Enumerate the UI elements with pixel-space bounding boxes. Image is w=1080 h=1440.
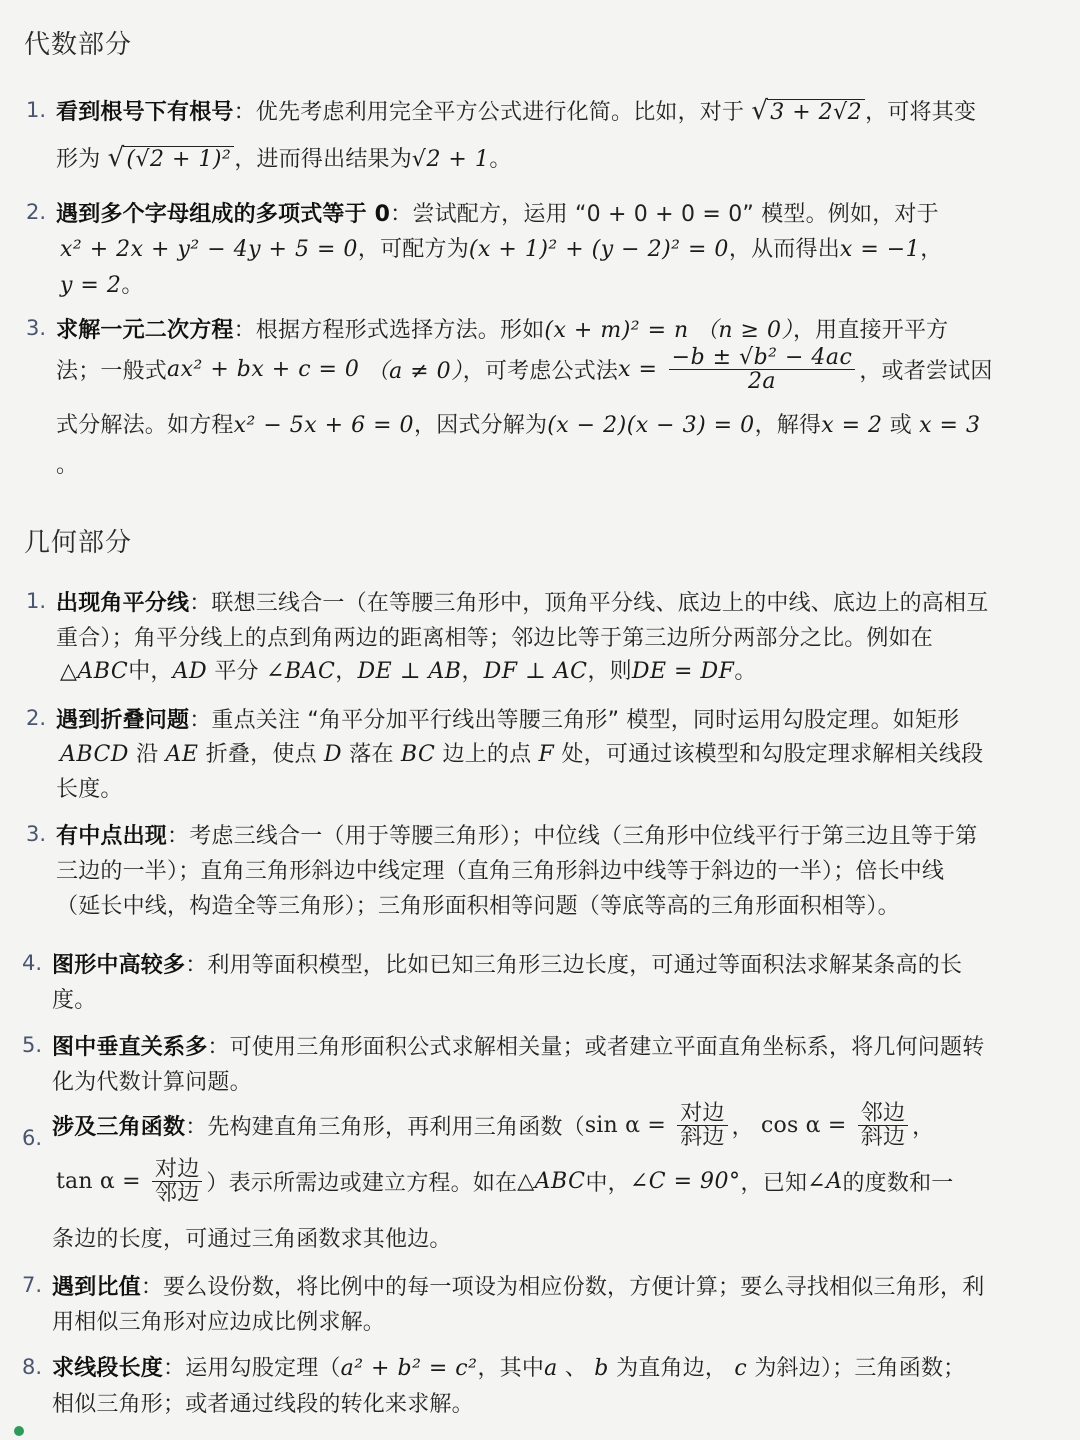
item-text: 沿 [136,742,159,767]
fraction-numerator: −b ± √b² − 4ac [669,346,856,370]
cos-fraction [858,1102,908,1149]
math-expression: x = −1 [839,237,921,262]
list-number: 1. [26,98,47,122]
math-expression: x = 3 [919,413,981,438]
item-text: 或 [889,413,912,438]
item-text: 。 [121,273,144,298]
item-text: ：利用等面积模型，比如已知三角形三边长度，可通过等面积法求解某条高的长 [185,953,963,978]
item-line [52,1270,984,1301]
math-expression: DF ⊥ AC [483,659,588,684]
item-text: 长度。 [56,777,123,802]
item-heading: 有中点出现 [56,824,168,849]
fraction-denominator: 邻边 [155,1181,200,1207]
item-line: 形为 √(√2 + 1)² ，进而得出结果为√2 + 1。 [56,143,512,173]
item-text: 化为代数计算问题。 [52,1070,252,1095]
item-heading: 遇到折叠问题 [56,708,190,733]
fraction-numerator: 对边 [152,1158,202,1182]
math-expression: a [544,1356,558,1381]
math-expression: ∠C = 90° [629,1169,741,1195]
math-expression: x = [618,357,658,383]
math-expression: ax² + bx + c = 0 [167,357,360,383]
algebra-section-title: 代数部分 [24,30,133,60]
item-text: ，可将其变 [865,100,977,125]
item-text: ， [335,659,358,684]
item-text: 。 [489,147,512,172]
item-line [60,268,144,299]
math-expression: y = 2 [60,273,122,298]
item-line [56,408,980,439]
math-expression: △ABC [60,659,129,684]
math-expression: cos α = [761,1113,847,1139]
item-line [60,737,983,768]
math-expression: F [538,742,555,767]
item-text: 。 [56,453,79,478]
item-text: ，解得 [754,413,822,438]
item-line [52,1351,965,1382]
item-text: ， [912,1115,935,1141]
bottom-edge-mark [14,1426,24,1436]
list-number: 3. [26,822,47,846]
math-expression: ABCD [60,742,129,767]
math-expression: (x + 1)² + (y − 2)² = 0 [468,237,729,262]
tan-fraction [152,1158,202,1205]
fraction-numerator: 邻边 [858,1102,908,1126]
item-text: ，进而得出结果为 [234,147,412,172]
item-text: ）表示所需边或建立方程。如在 [206,1171,518,1197]
item-text: ：可使用三角形面积公式求解相关量；或者建立平面直角坐标系，将几何问题转 [207,1035,985,1060]
math-expression: x² + 2x + y² − 4y + 5 = 0 [60,237,358,262]
math-expression: x = 2 [821,413,883,438]
math-expression: AD [172,659,208,684]
math-expression: AE [165,742,199,767]
item-text: ：重点关注 “角平分加平行线出等腰三角形” 模型，同时运用勾股定理。如矩形 [189,708,960,733]
math-expression: （n ≥ 0） [695,318,793,343]
math-expression: a² + b² = c² [340,1356,478,1381]
list-number: 6. [22,1126,43,1150]
math-expression: ∠BAC [265,659,336,684]
item-line [56,346,993,412]
item-text: 法；一般式 [56,359,168,385]
item-text: 。 [734,659,757,684]
item-text: ：运用勾股定理（ [163,1356,341,1381]
item-line [60,232,942,263]
item-text: ，其中 [477,1356,545,1381]
item-line [56,854,944,885]
fraction-denominator: 2a [747,369,777,395]
item-line [56,819,977,850]
item-text: 中， [128,659,173,684]
math-expression: △ABC [517,1169,586,1195]
item-line [52,1065,252,1096]
item-text: 边上的点 [442,742,532,767]
item-text: ：要么设份数，将比例中的每一项设为相应份数，方便计算；要么寻找相似三角形，利 [140,1275,985,1300]
item-heading: 求线段长度 [52,1356,164,1381]
item-line [60,654,757,685]
item-text: （延长中线，构造全等三角形）；三角形面积相等问题（等底等高的三角形面积相等）。 [56,894,900,919]
fraction-numerator: 对边 [677,1102,727,1126]
list-number: 7. [22,1273,43,1297]
geometry-section-title: 几何部分 [24,528,133,558]
item-text: 用相似三角形对应边成比例求解。 [52,1310,386,1335]
item-line [56,197,939,228]
math-expression: (√2 + 1)² [123,146,234,172]
math-expression: (x + m)² = n [544,318,689,343]
math-expression: tan α = [56,1169,141,1195]
item-text: 式分解法。如方程 [56,413,234,438]
item-heading: 涉及三角函数 [52,1115,186,1141]
item-text: 相似三角形；或者通过线段的转化来求解。 [52,1392,474,1417]
item-text: ，可考虑公式法 [462,359,619,385]
math-expression: sin α = [584,1113,666,1139]
item-line [56,621,933,652]
item-line [56,586,988,617]
item-text: ，从而得出 [728,237,840,262]
item-text: 度。 [52,988,97,1013]
item-heading: 求解一元二次方程 [56,318,234,343]
math-expression: DE ⊥ AB [357,659,462,684]
item-text: ：根据方程形式选择方法。形如 [233,318,545,343]
item-heading: 遇到比值 [52,1275,141,1300]
item-text: 的度数和一 [842,1171,954,1197]
list-number: 2. [26,200,47,224]
item-text: 折叠，使点 [205,742,317,767]
item-text: 条边的长度，可通过三角函数求其他边。 [52,1227,452,1252]
item-text: 中， [585,1171,630,1197]
math-expression: D [323,742,343,767]
item-text: ，用直接开平方 [792,318,949,343]
item-line [56,703,959,734]
item-line [52,1387,474,1418]
math-expression: (x − 2)(x − 3) = 0 [547,413,755,438]
item-text: 落在 [349,742,394,767]
math-expression: x² − 5x + 6 = 0 [233,413,414,438]
sin-fraction [677,1102,727,1149]
item-text: ，可配方为 [357,237,469,262]
math-expression: BC [400,742,436,767]
math-expression: 3 + 2√2 [767,99,865,125]
item-line [52,948,962,979]
math-expression: （a ≠ 0） [366,359,463,385]
item-line [56,772,123,803]
item-heading: 看到根号下有根号 [56,100,234,125]
item-line [52,1030,984,1061]
item-line [56,1158,954,1222]
math-expression: b [594,1356,609,1381]
item-text: ， [731,1115,754,1141]
item-text: 三边的一半）；直角三角形斜边中线定理（直角三角形斜边中线等于斜边的一半）；倍长中线 [56,859,945,884]
item-text: 形为 [56,147,101,172]
item-heading: 图中垂直关系多 [52,1035,208,1060]
math-expression: DE = DF [631,659,735,684]
quadratic-formula-fraction [669,346,856,393]
item-line [52,983,96,1014]
item-line [52,1222,452,1253]
fraction-denominator: 斜边 [680,1125,725,1151]
item-text: 为斜边）；三角函数； [754,1356,966,1381]
item-line [52,1305,385,1336]
item-text: ：优先考虑利用完全平方公式进行化简。比如，对于 [233,100,745,125]
item-heading: 图形中高较多 [52,953,186,978]
item-text: ，已知 [740,1171,808,1197]
item-line [56,313,948,344]
math-expression: ∠A [807,1169,843,1195]
item-text: 处，可通过该模型和勾股定理求解相关线段 [561,742,984,767]
item-text: ：联想三线合一（在等腰三角形中，顶角平分线、底边上的中线、底边上的高相互 [189,591,989,616]
item-text: ：先构建直角三角形，再利用三角函数（ [185,1115,585,1141]
item-text: 平分 [214,659,259,684]
item-text: ：尝试配方，运用 “0 + 0 + 0 = 0” 模型。例如，对于 [390,202,939,227]
item-text: ，因式分解为 [414,413,548,438]
item-text: 、 [564,1356,588,1381]
item-text: ， [920,237,943,262]
list-number: 1. [26,589,47,613]
list-number: 2. [26,706,47,730]
math-expression: √2 + 1 [411,147,490,172]
list-number: 8. [22,1355,43,1379]
math-expression: c [734,1356,748,1381]
item-text: 为直角边， [616,1356,728,1381]
item-text: 重合）；角平分线上的点到角两边的距离相等；邻边比等于第三边所分两部分之比。例如在 [56,626,934,651]
fraction-denominator: 斜边 [860,1125,906,1151]
item-line [56,889,900,920]
list-number: 5. [22,1033,43,1057]
item-text: ， [461,659,484,684]
item-heading: 出现角平分线 [56,591,190,616]
list-number: 3. [26,316,47,340]
item-heading: 遇到多个字母组成的多项式等于 0 [56,202,391,227]
item-text: ：考虑三线合一（用于等腰三角形）；中位线（三角形中位线平行于第三边且等于第 [167,824,978,849]
item-text: ，则 [587,659,632,684]
list-number: 4. [22,951,43,975]
item-line: 看到根号下有根号：优先考虑利用完全平方公式进行化简。比如，对于 √3 + 2√2 ，可将其变 [56,96,977,126]
item-line [56,448,78,479]
item-text: ，或者尝试因 [859,359,993,385]
